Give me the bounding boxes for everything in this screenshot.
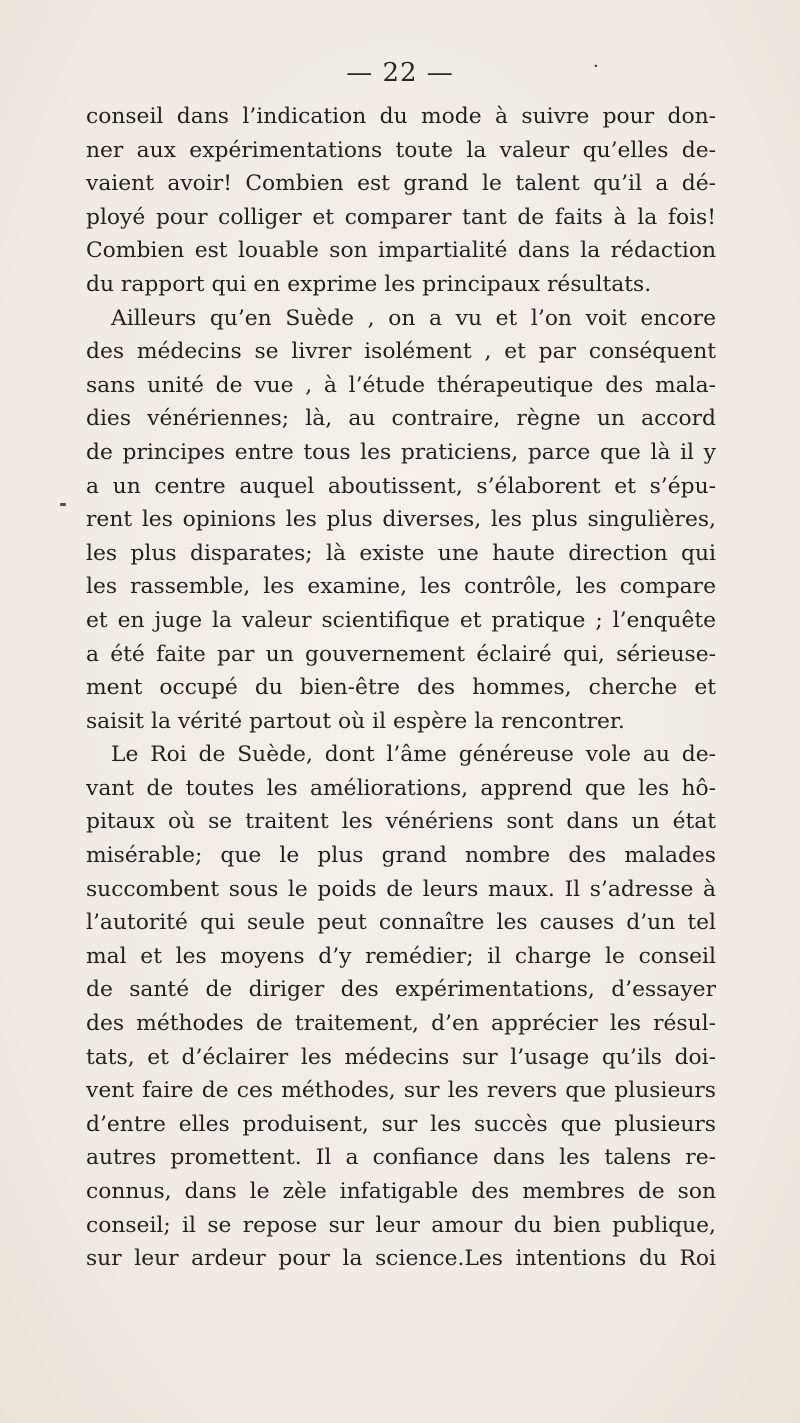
text-line: connus, dans le zèle infatigable des membres de son [86,1179,716,1204]
page-number: — 22 — [346,58,454,88]
text-line: misérable; que le plus grand nombre des malades [86,843,716,869]
text-line: vant de toutes les améliorations, apprend que les hô- [86,775,716,801]
text-line: a été faite par un gouvernement éclairé qui, sérieuse- [86,641,716,667]
text-line: Combien est louable son impartialité dans la rédaction [86,238,716,264]
text-line: ployé pour colliger et comparer tant de faits à la fois! [86,204,716,230]
text-line: Le Roi de Suède, dont l’âme généreuse vole au de- [111,742,716,768]
body-text [86,100,716,1276]
margin-mark [60,503,66,506]
text-line: d’entre elles produisent, sur les succès que plusieurs [86,1111,716,1137]
text-line: l’autorité qui seule peut connaître les causes d’un tel [86,910,716,936]
text-line: rent les opinions les plus diverses, les plus singulières, [86,507,716,533]
text-line: et en juge la valeur scientifique et pratique ; l’enquête [86,607,716,633]
text-line: les rassemble, les examine, les contrôle, les compare [86,574,716,600]
text-line: des médecins se livrer isolément , et par conséquent [86,339,716,365]
text-line: Ailleurs qu’en Suède , on a vu et l’on voit encore [111,305,716,331]
text-line: vaient avoir! Combien est grand le talent qu’il a dé- [86,171,716,197]
text-line: a un centre auquel aboutissent, s’élaborent et s’épu- [86,473,716,499]
text-line: conseil dans l’indication du mode à suivre pour don- [86,104,716,129]
text-line: les plus disparates; là existe une haute direction qui [86,540,716,566]
text-line: ner aux expérimentations toute la valeur qu’elles de- [86,137,716,163]
text-line: saisit la vérité partout où il espère la rencontrer. [86,708,625,734]
text-line: de principes entre tous les praticiens, parce que là il y [86,439,716,465]
text-line: succombent sous le poids de leurs maux. Il s’adresse à [86,876,716,902]
text-line: mal et les moyens d’y remédier; il charge le conseil [86,943,716,969]
text-line: tats, et d’éclairer les médecins sur l’usage qu’ils doi- [86,1044,716,1070]
text-line: des méthodes de traitement, d’en apprécier les résul- [86,1011,716,1037]
text-line: autres promettent. Il a confiance dans les talens re- [86,1145,716,1171]
text-line: vent faire de ces méthodes, sur les revers que plusieurs [86,1078,716,1104]
text-line: du rapport qui en exprime les principaux résultats. [86,271,652,297]
header-mark: · [593,56,600,77]
page-header [0,58,800,88]
text-line: de santé de diriger des expérimentations, d’essayer [86,977,716,1003]
text-line: dies vénériennes; là, au contraire, règne un accord [86,406,716,432]
text-line: ment occupé du bien-être des hommes, cherche et [86,675,716,701]
text-line: sans unité de vue , à l’étude thérapeutique des mala- [86,372,716,398]
text-line: conseil; il se repose sur leur amour du bien publique, [86,1212,716,1238]
text-line: pitaux où se traitent les vénériens sont dans un état [86,809,716,835]
text-line: sur leur ardeur pour la science.Les intentions du Roi [86,1246,716,1272]
